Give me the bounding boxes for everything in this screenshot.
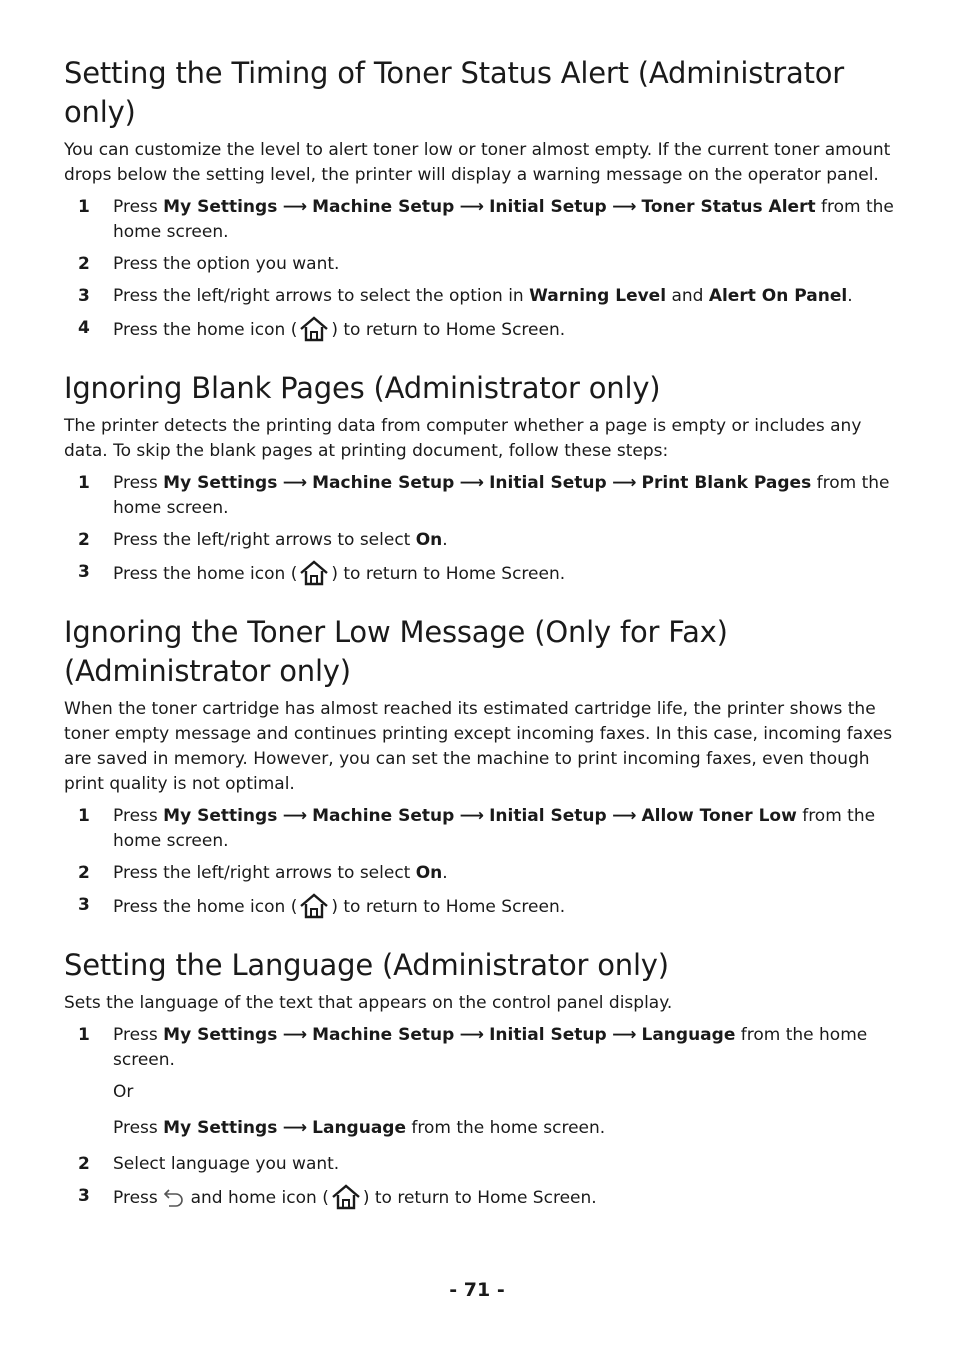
page-number: - 71 -: [449, 1279, 505, 1301]
step-text: Press: [113, 197, 158, 217]
step-text: .: [442, 863, 448, 883]
option-name: Alert On Panel: [708, 286, 848, 306]
section-blank-pages: [64, 369, 894, 587]
menu-path-item: Language: [641, 1025, 736, 1045]
step-number: 3: [78, 1186, 90, 1206]
step-number: 2: [78, 1154, 90, 1174]
menu-path-item: Print Blank Pages: [641, 473, 812, 493]
arrow-icon: ⟶: [282, 806, 308, 826]
step-text: from the home screen.: [113, 197, 894, 242]
step-number: 3: [78, 562, 90, 582]
step-text: from the home screen.: [113, 473, 890, 518]
arrow-icon: ⟶: [282, 1025, 308, 1045]
section-title: Setting the Language (Administrator only): [64, 948, 669, 982]
step-number: 1: [78, 197, 90, 217]
step-text: Press the option you want.: [113, 254, 340, 274]
step-text: and: [671, 286, 704, 306]
arrow-icon: ⟶: [612, 806, 637, 826]
step-text: Press: [113, 1118, 158, 1138]
section-title: Ignoring the Toner Low Message (Only for Fax) (Administrator only): [64, 615, 728, 688]
step: [64, 471, 894, 521]
arrow-icon: ⟶: [459, 1025, 485, 1045]
step-text: Select language you want.: [113, 1154, 340, 1174]
step-text: Press: [113, 806, 158, 826]
step: [64, 861, 894, 886]
arrow-icon: ⟶: [459, 473, 485, 493]
step: [64, 893, 894, 920]
step: [64, 804, 894, 854]
menu-path-item: Allow Toner Low: [641, 806, 797, 826]
arrow-icon: ⟶: [282, 197, 308, 217]
arrow-icon: ⟶: [282, 473, 308, 493]
step: [64, 284, 894, 309]
option-name: On: [415, 863, 443, 883]
step-text: Press the left/right arrows to select: [113, 530, 411, 550]
step: [64, 1023, 894, 1141]
menu-path-item: Machine Setup: [312, 197, 455, 217]
step-text: from the home screen.: [411, 1118, 606, 1138]
menu-path-item: Initial Setup: [489, 473, 607, 493]
step-text: Press: [113, 1025, 158, 1045]
step-text: Press the home icon (: [113, 320, 298, 340]
arrow-icon: ⟶: [612, 1025, 637, 1045]
step: [64, 195, 894, 245]
home-icon: [297, 893, 331, 919]
document-page: [64, 54, 894, 1211]
step-number: 3: [78, 286, 90, 306]
step: [64, 528, 894, 553]
menu-path-item: My Settings: [163, 473, 278, 493]
step-number: 2: [78, 254, 90, 274]
home-icon: [297, 560, 331, 586]
section-language: [64, 946, 894, 1211]
menu-path-item: My Settings: [163, 1025, 278, 1045]
menu-path-item: Language: [312, 1118, 406, 1138]
step-number: 1: [78, 1025, 90, 1045]
home-icon: [329, 1184, 363, 1210]
step-number: 3: [78, 895, 90, 915]
step-text: ) to return to Home Screen.: [331, 897, 566, 917]
section-intro: When the toner cartridge has almost reached its estimated cartridge life, the printer shows the toner empty message and continues printing except incoming faxes. In this case, incoming faxes are saved in memory. However, you can set the machine to print incoming faxes, even though print quality is not optimal.: [64, 699, 893, 794]
step-text: ) to return to Home Screen.: [362, 1188, 597, 1208]
alternative-step: [113, 1116, 894, 1141]
menu-path-item: My Settings: [163, 197, 278, 217]
menu-path-item: My Settings: [163, 806, 278, 826]
home-icon: [297, 316, 331, 342]
step-text: from the home screen.: [113, 1025, 868, 1070]
menu-path-item: Machine Setup: [312, 806, 455, 826]
section-title: Ignoring Blank Pages (Administrator only): [64, 371, 661, 405]
step-text: Press the left/right arrows to select the option in: [113, 286, 524, 306]
section-title: Setting the Timing of Toner Status Alert (Administrator only): [64, 56, 845, 129]
section-intro: The printer detects the printing data from computer whether a page is empty or includes any data. To skip the blank pages at printing document, follow these steps:: [64, 416, 862, 461]
menu-path-item: My Settings: [163, 1118, 278, 1138]
step-number: 2: [78, 530, 90, 550]
step-text: Press: [113, 1188, 158, 1208]
menu-path-item: Initial Setup: [489, 1025, 607, 1045]
step: [64, 316, 894, 343]
step-text: Press the home icon (: [113, 897, 298, 917]
section-intro: You can customize the level to alert toner low or toner almost empty. If the current toner amount drops below the setting level, the printer will display a warning message on the operator panel.: [64, 140, 891, 185]
option-name: On: [415, 530, 443, 550]
step-text: from the home screen.: [113, 806, 876, 851]
menu-path-item: Toner Status Alert: [641, 197, 816, 217]
step-text: and home icon (: [190, 1188, 329, 1208]
step-text: ) to return to Home Screen.: [331, 564, 566, 584]
step: [64, 560, 894, 587]
step-number: 1: [78, 473, 90, 493]
arrow-icon: ⟶: [282, 1118, 308, 1138]
step-number: 4: [78, 318, 90, 338]
step-text: Press the home icon (: [113, 564, 298, 584]
step: [64, 1152, 894, 1177]
menu-path-item: Initial Setup: [489, 806, 607, 826]
step-text: Press: [113, 473, 158, 493]
arrow-icon: ⟶: [459, 806, 485, 826]
menu-path-item: Machine Setup: [312, 1025, 455, 1045]
step-text: ) to return to Home Screen.: [331, 320, 566, 340]
option-name: Warning Level: [529, 286, 667, 306]
menu-path-item: Machine Setup: [312, 473, 455, 493]
step-text: .: [442, 530, 448, 550]
step-text: Press the left/right arrows to select: [113, 863, 411, 883]
step: [64, 252, 894, 277]
arrow-icon: ⟶: [459, 197, 485, 217]
section-toner-status-alert: [64, 54, 894, 343]
step-text: .: [847, 286, 853, 306]
step-number: 1: [78, 806, 90, 826]
section-intro: Sets the language of the text that appears on the control panel display.: [64, 993, 673, 1013]
menu-path-item: Initial Setup: [489, 197, 607, 217]
back-icon: [163, 1186, 185, 1208]
alternative-label: Or: [113, 1082, 134, 1102]
arrow-icon: ⟶: [612, 197, 637, 217]
arrow-icon: ⟶: [612, 473, 637, 493]
step-number: 2: [78, 863, 90, 883]
section-toner-low-fax: [64, 613, 894, 920]
step: [64, 1184, 894, 1211]
